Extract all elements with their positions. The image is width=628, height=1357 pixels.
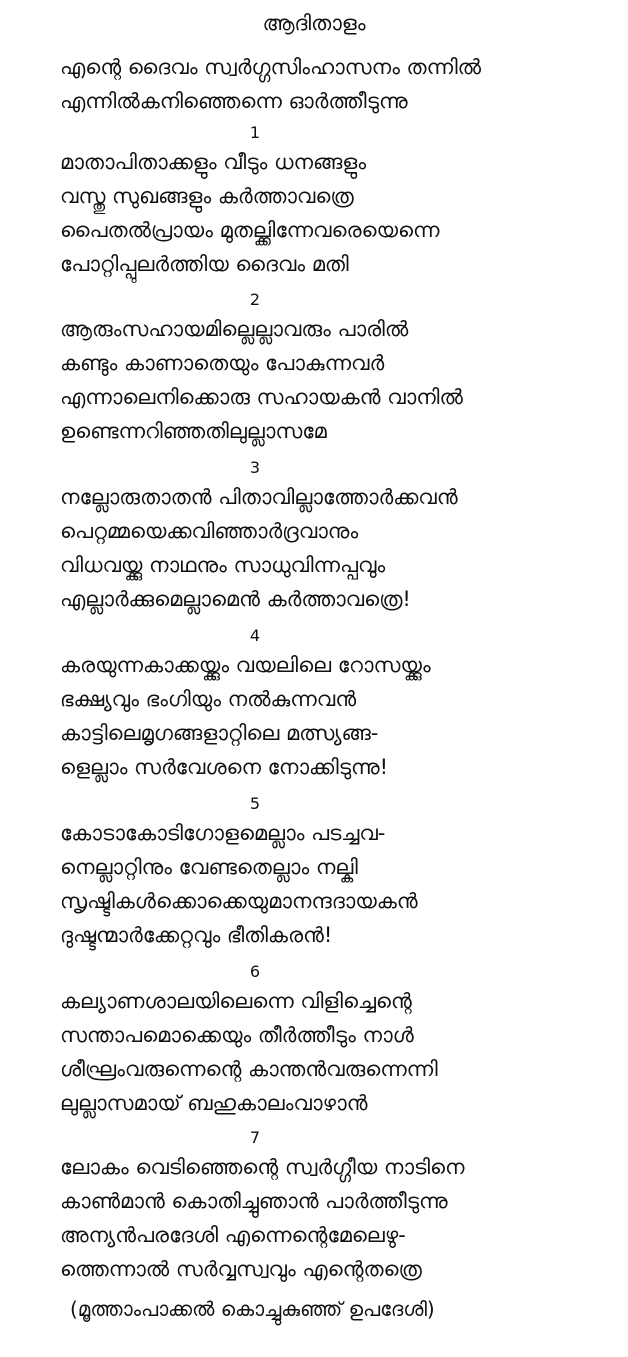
stanza-line: ഉണ്ടെന്നറിഞ്ഞതിലുല്ലാസമേ [60,419,327,443]
refrain-line: എന്നിൽകനിഞ്ഞെന്നെ ഓർത്തീടുന്നു [60,89,408,113]
stanza-line: സന്താപമൊക്കെയും തീർത്തീടും നാൾ [60,1023,414,1047]
stanza-line: പെറ്റമ്മയെക്കവിഞ്ഞാർദ്രവാനും [60,519,359,543]
stanza-line: പോറ്റിപ്പുലർത്തിയ ദൈവം മതി [60,252,349,276]
stanza-line: കോടാകോടിഗോളമെല്ലാം പടച്ചവ- [60,821,386,845]
stanza-line: കണ്ടും കാണാതെയും പോകുന്നവർ [60,351,385,375]
stanza-line: കരയുന്നകാക്കയ്ക്കും വയലിലെ റോസയ്ക്കും [60,653,431,677]
stanza-number: 5 [249,794,261,813]
stanza-line: കാൺമാൻ കൊതിച്ചുഞാൻ പാർത്തീടുന്നു [60,1189,448,1213]
stanza-line: ആരുംസഹായമില്ലെല്ലാവരും പാരിൽ [60,317,409,341]
stanza-line: പൈതൽപ്രായം മുതല്ക്കിന്നേവരെയെന്നെ [60,218,440,242]
stanza-line: വസ്തു സുഖങ്ങളും കർത്താവത്രെ [60,184,354,208]
stanza-line: വിധവയ്ക്കു നാഥനും സാധുവിന്നപ്പവും [60,553,386,577]
stanza-line: ഭക്ഷ്യവും ഭംഗിയും നൽകുന്നവൻ [60,687,357,711]
stanza-number: 6 [249,962,261,981]
stanza-number: 4 [249,626,261,645]
stanza-number: 3 [249,458,261,477]
stanza-line: നല്ലോരുതാതൻ പിതാവില്ലാത്തോർക്കവൻ [60,485,458,509]
author-credit: (മൂത്താംപാക്കൽ കൊച്ചുകുഞ്ഞ് ഉപദേശി) [70,1297,435,1321]
song-title: ആദിതാളം [262,11,366,35]
stanza-line: കാട്ടിലെമൃഗങ്ങളാറ്റിലെ മത്സ്യങ്ങ- [60,721,379,745]
stanza-line: ലുല്ലാസമായ് ബഹുകാലംവാഴാൻ [60,1091,368,1115]
stanza-line: അന്യൻപരദേശി എന്നെന്റെമേലെഴു- [60,1223,406,1247]
stanza-line: മാതാപിതാക്കളും വീടും ധനങ്ങളും [60,150,367,174]
stanza-line: സൃഷ്ടികൾക്കൊക്കെയുമാനന്ദദായകൻ [60,889,418,913]
stanza-line: ലോകം വെടിഞ്ഞെന്റെ സ്വർഗ്ഗീയ നാടിനെ [60,1155,465,1179]
stanza-line: ളെല്ലാം സർവേശനെ നോക്കിടുന്നു! [60,755,389,779]
stanza-line: നെല്ലാറ്റിനും വേണ്ടതെല്ലാം നല്കി [60,855,358,879]
stanza-line: കല്യാണശാലയിലെന്നെ വിളിച്ചെന്റെ [60,989,412,1013]
stanza-number: 2 [249,290,261,309]
refrain-line: എന്റെ ദൈവം സ്വർഗ്ഗസിംഹാസനം തന്നിൽ [60,55,482,79]
stanza-line: എല്ലാർക്കുമെല്ലാമെൻ കർത്താവത്രെ! [60,587,411,611]
stanza-line: ശീഘ്രംവരുന്നെന്റെ കാന്തൻവരുന്നെന്നി [60,1057,438,1081]
stanza-number: 1 [249,123,261,142]
stanza-line: ത്തെന്നാൽ സർവ്വസ്വവും എന്റെതത്രെ [60,1257,422,1281]
stanza-line: ദുഷ്ടന്മാർക്കേറ്റവും ഭീതികരൻ! [60,923,333,947]
stanza-line: എന്നാലെനിക്കൊരു സഹായകൻ വാനിൽ [60,385,463,409]
stanza-number: 7 [249,1128,261,1147]
